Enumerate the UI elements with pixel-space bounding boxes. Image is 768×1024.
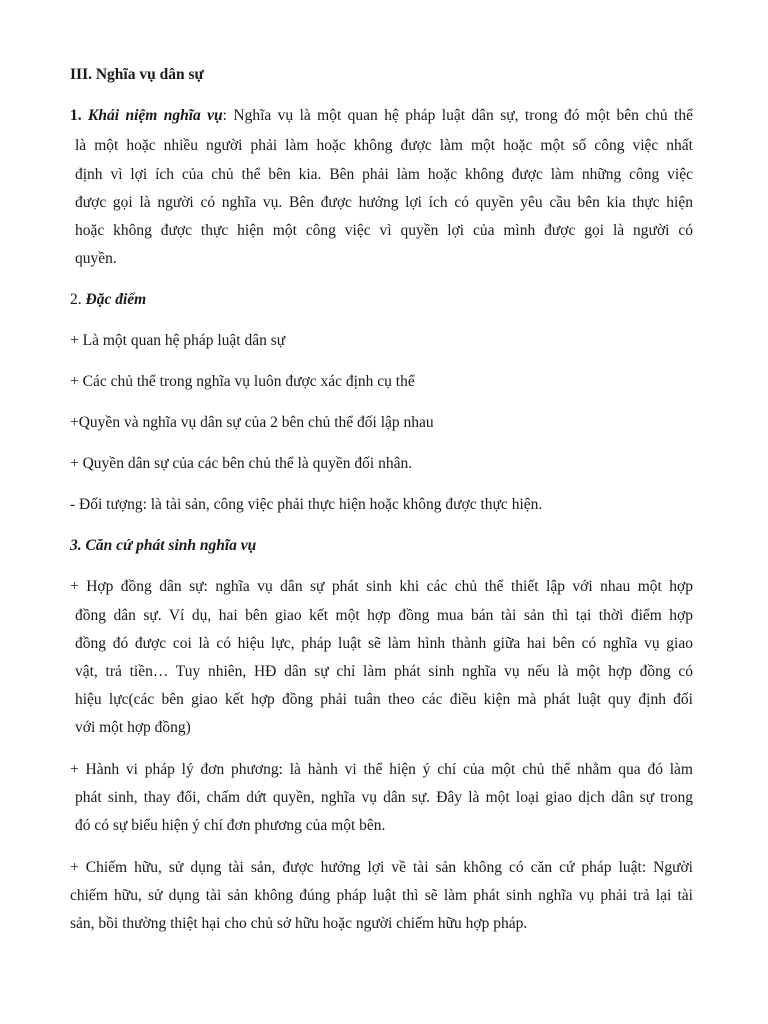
s2-item: +Quyền và nghĩa vụ dân sự của 2 bên chủ thể đối lập nhau — [70, 414, 434, 431]
s2-item: + Quyền dân sự của các bên chủ thể là quyền đối nhân. — [70, 455, 413, 472]
s3-title: 3. Căn cứ phát sinh nghĩa vụ — [70, 537, 257, 554]
s3-p1-line: với một hợp đồng) — [75, 719, 191, 736]
s1-line-6: quyền. — [75, 250, 117, 267]
s3-p2-line: + Hành vi pháp lý đơn phương: là hành vi thể hiện ý chí của một chủ thể nhằm qua đó làm — [70, 761, 693, 778]
s3-p2-line: đó có sự biểu hiện ý chí đơn phương của một bên. — [75, 817, 386, 834]
s1-line-4: được gọi là người có nghĩa vụ. Bên được hưởng lợi ích có quyền yêu cầu bên kia thực hiện — [75, 194, 693, 211]
s3-p2-line: phát sinh, thay đổi, chấm dứt quyền, nghĩa vụ dân sự. Đây là một loại giao dịch dân sự trong — [75, 789, 693, 806]
s3-p1-line: đồng đó được coi là có hiệu lực, pháp luật sẽ làm hình thành giữa hai bên có nghĩa vụ giao — [75, 635, 693, 652]
s1-line-5: hoặc không được thực hiện một công việc vì quyền lợi của mình được gọi là người có — [75, 222, 693, 239]
s2-number: 2. — [70, 291, 86, 308]
s3-p1-line: + Hợp đồng dân sự: nghĩa vụ dân sự phát sinh khi các chủ thể thiết lập với nhau một hợp — [70, 578, 693, 595]
s1-term: Khái niệm nghĩa vụ — [88, 107, 223, 124]
s3-p1-line: hiệu lực(các bên giao kết hợp đồng phải tuân theo các điều kiện mà phát luật quy định đối — [75, 691, 693, 708]
s3-p3-line: sản, bồi thường thiệt hại cho chủ sở hữu hoặc người chiếm hữu hợp pháp. — [70, 915, 528, 932]
s2-title-line — [70, 290, 146, 310]
s3-p3-line: chiếm hữu, sử dụng tài sản không đúng pháp luật thì sẽ làm phát sinh nghĩa vụ phải trả lại tài — [70, 887, 693, 904]
s3-p1-line: vật, trả tiền… Tuy nhiên, HĐ dân sự chỉ làm phát sinh nghĩa vụ nếu là một hợp đồng có — [75, 663, 693, 680]
section-heading: III. Nghĩa vụ dân sự — [70, 66, 204, 83]
s3-p1-line: đồng dân sự. Ví dụ, hai bên giao kết một hợp đồng mua bán tài sản thì tại thời điểm hợp — [75, 607, 693, 624]
s2-item: + Là một quan hệ pháp luật dân sự — [70, 332, 286, 349]
s2-item: - Đối tượng: là tài sản, công việc phải thực hiện hoặc không được thực hiện. — [70, 496, 543, 513]
s1-line-1 — [70, 106, 693, 126]
s1-number: 1. — [70, 107, 89, 124]
s2-title: Đặc điểm — [85, 291, 147, 308]
s1-line-2: là một hoặc nhiều người phải làm hoặc không được làm một hoặc một số công việc nhất — [75, 137, 693, 154]
s1-line1-rest: : Nghĩa vụ là một quan hệ pháp luật dân sự, trong đó một bên chủ thể — [222, 107, 693, 124]
s3-p3-line: + Chiếm hữu, sử dụng tài sản, được hưởng lợi về tài sản không có căn cứ pháp luật: Người — [70, 859, 693, 876]
s2-item: + Các chủ thể trong nghĩa vụ luôn được xác định cụ thể — [70, 373, 415, 390]
s1-line-3: định vì lợi ích của chủ thể bên kia. Bên phải làm hoặc không được làm những công việc — [75, 166, 693, 183]
